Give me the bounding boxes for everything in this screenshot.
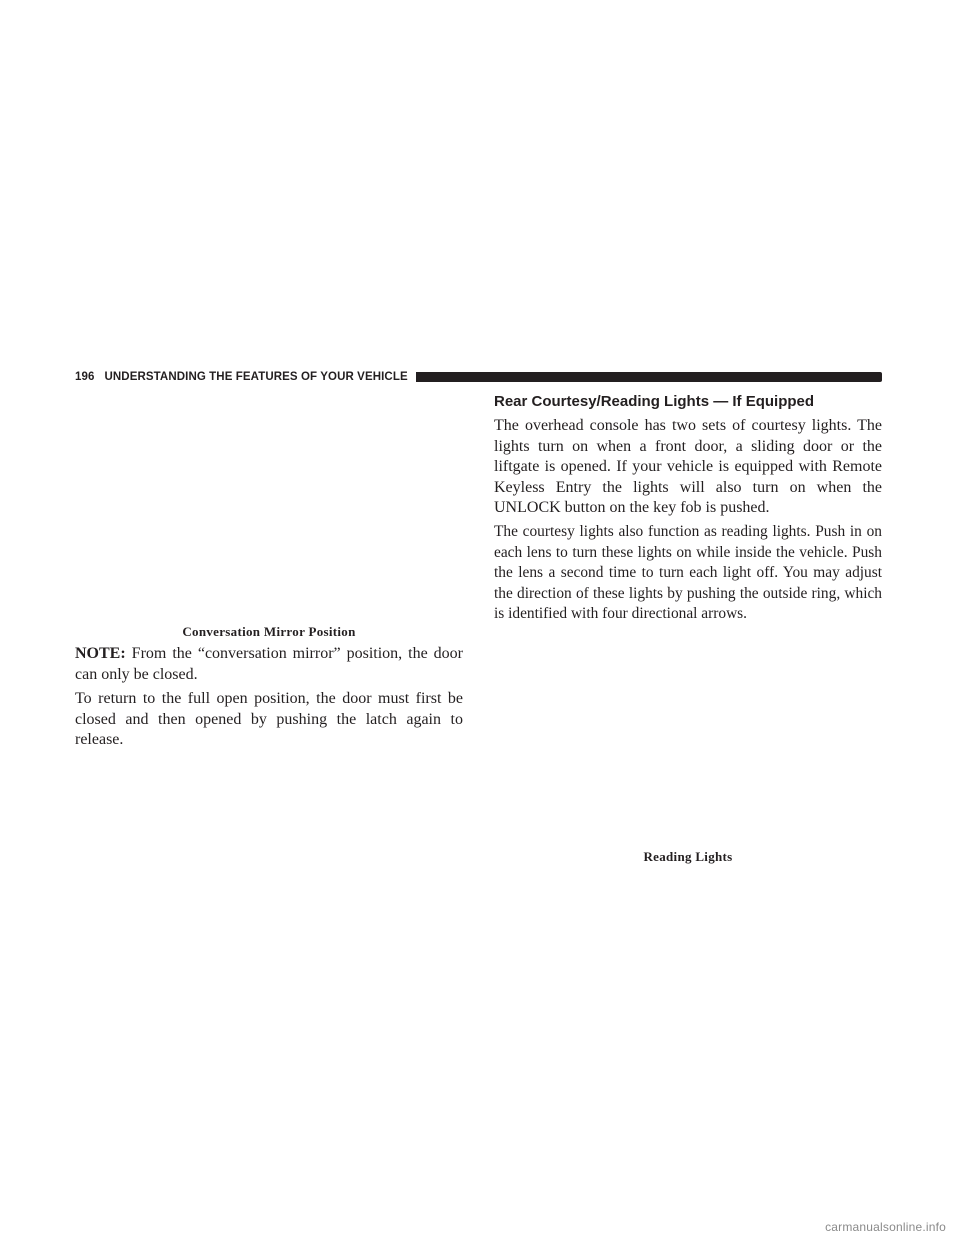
reading-lights-figure [494, 632, 882, 844]
section-title: UNDERSTANDING THE FEATURES OF YOUR VEHICLE [104, 371, 408, 383]
note-label: NOTE: [75, 645, 126, 662]
page-header [75, 369, 882, 385]
conversation-mirror-caption: Conversation Mirror Position [182, 624, 356, 639]
conversation-mirror-figure [75, 392, 463, 618]
note-text: From the “conversation mirror” position, the door can only be closed. [75, 645, 463, 683]
courtesy-lights-heading: Rear Courtesy/Reading Lights — If Equipped [494, 393, 815, 410]
note-paragraph [75, 644, 463, 685]
watermark: carmanualsonline.info [825, 1220, 946, 1234]
reading-lights-caption: Reading Lights [643, 849, 733, 864]
return-door-paragraph: To return to the full open position, the door must first be closed and then opened by pushing the latch again to release. [75, 690, 463, 748]
courtesy-lights-paragraph-1: The overhead console has two sets of courtesy lights. The lights turn on when a front door, a sliding door or the liftgate is opened. If your vehicle is equipped with Remote Keyless Entry the lights will also turn on when the UNLOCK button on the key fob is pushed. [494, 417, 882, 516]
page-number: 196 [75, 371, 95, 383]
courtesy-lights-paragraph-2: The courtesy lights also function as reading lights. Push in on each lens to turn these lights on while inside the vehicle. Push the lens a second time to turn each light off. You may adjust the direction of these lights by pushing the outside ring, which is identified with four directional arrows. [494, 523, 882, 622]
header-rule [416, 372, 882, 382]
